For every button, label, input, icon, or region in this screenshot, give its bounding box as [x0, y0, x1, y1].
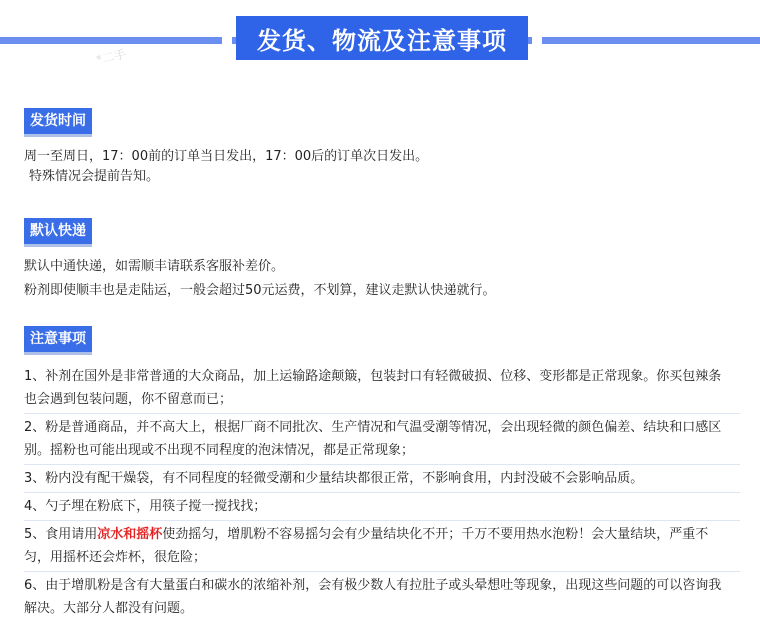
note-item-6: 6、由于增肌粉是含有大量蛋白和碳水的浓缩补剂，会有极少数人有拉肚子或头晕想吐等现象，出现这些问题的可以咨询我解决。大部分人都没有问题。 — [24, 578, 722, 616]
courier-tag: 默认快递 — [24, 218, 92, 247]
note-item-3: 3、粉内没有配干燥袋，有不同程度的轻微受潮和少量结块都很正常，不影响食用，内封没破不会影响品质。 — [24, 465, 740, 493]
note-item-4: 4、勺子埋在粉底下，用筷子搅一搅找找； — [24, 493, 740, 521]
banner-title-box — [236, 16, 528, 60]
note-item-1: 1、补剂在国外是非常普通的大众商品，加上运输路途颠簸，包装封口有轻微破损、位移、变形都是正常现象。你买包辣条也会遇到包装问题，你不留意而已； — [24, 363, 740, 414]
note-item-5-before: 5、食用请用 — [24, 527, 98, 542]
watermark: *二手 — [94, 47, 128, 67]
note-item-5-after: 使劲摇匀，增肌粉不容易摇匀会有少量结块化不开；千万不要用热水泡粉！会大量结块，严重不匀，用摇杯还会炸杯，很危险； — [24, 527, 709, 565]
courier-line-2: 粉剂即使顺丰也是走陆运，一般会超过50元运费，不划算，建议走默认快递就行。 — [24, 283, 496, 298]
note-item-2: 2、粉是普通商品，并不高大上，根据厂商不同批次、生产情况和气温受潮等情况，会出现轻微的颜色偏差、结块和口感区别。摇粉也可能出现或不出现不同程度的泡沫情况，都是正常现象； — [24, 414, 740, 465]
shipping-line-1: 周一至周日，17：00前的订单当日发出，17：00后的订单次日发出。 — [24, 149, 429, 164]
courier-section — [24, 218, 740, 303]
notes-tag: 注意事项 — [24, 326, 92, 355]
note-item-5-highlight: 凉水和摇杯 — [97, 527, 163, 542]
notes-section — [24, 326, 740, 622]
shipping-section — [24, 108, 740, 187]
shipping-tag: 发货时间 — [24, 108, 92, 137]
courier-line-1: 默认中通快递，如需顺丰请联系客服补差价。 — [24, 259, 285, 274]
shipping-line-2: 特殊情况会提前告知。 — [29, 169, 160, 184]
page-title: 发货、物流及注意事项 — [257, 26, 507, 55]
note-item-5 — [24, 521, 740, 572]
